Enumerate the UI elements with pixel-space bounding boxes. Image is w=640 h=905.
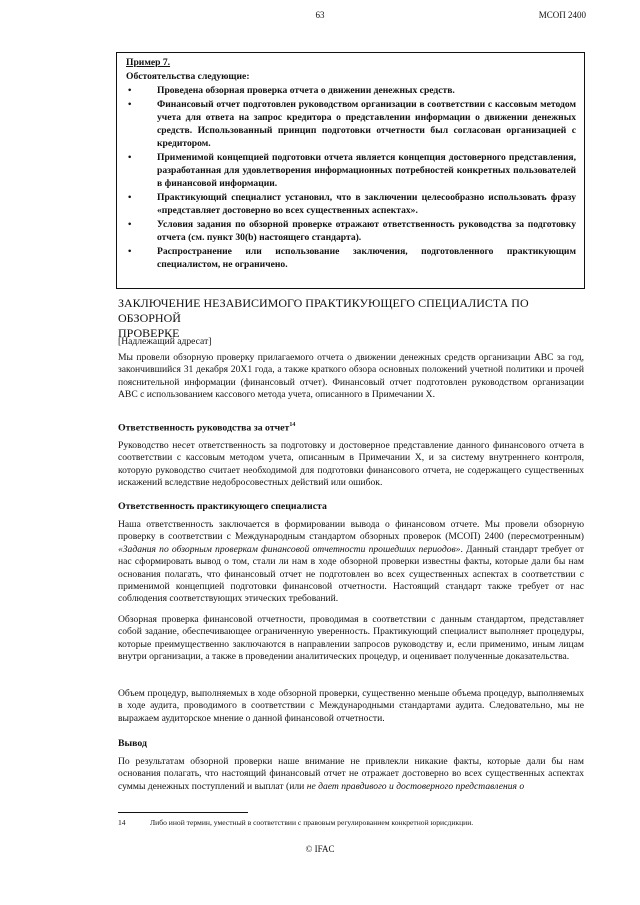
conclusion-para-start: По результатам обзорной проверки наше внимание не привлекли никакие факты, которые дали бы нам основания полагать, что настоящий финансовый отчет не отражает достоверно во всех существенных аспектах суммы денежных поступлений и выплат (или <box>118 756 584 792</box>
footnote <box>118 818 584 828</box>
example-bullet-item <box>126 151 576 190</box>
bullet-dot: • <box>128 219 132 230</box>
report-title <box>118 296 584 341</box>
practitioner-paragraph-2: Обзорная проверка финансовой отчетности, проводимая в соответствии с данным стандартом, представляет собой задание, обеспечивающее ограниченную уверенность. Практикующий специалист выполняет процедуры, которые преимущественно заключаются в направлении запросов руководству и, если применимо, иным лицам внутри организации, а также в проведении аналитических процедур, и оценивает полученные доказательства. <box>118 614 584 663</box>
addressee: [Надлежащий адресат] <box>118 336 212 347</box>
mgmt-paragraph: Руководство несет ответственность за подготовку и достоверное представление данного финансового отчета в соответствии с кассовым методом учета, описанным в Примечании X, и за систему внутреннего контроля, которую руководство считает необходимой для подготовки финансового отчета, не содержащего существенных искажений вследствие недобросовестных действий или ошибок. <box>118 440 584 489</box>
practitioner-paragraph-3: Объем процедур, выполняемых в ходе обзорной проверки, существенно меньше объема процедур, выполняемых в ходе аудита, проводимого в соответствии с Международными стандартами аудита. Следовательно, мы не выражаем аудиторское мнение о данной финансовой отчетности. <box>118 688 584 724</box>
example-bullet-item <box>126 191 576 217</box>
example-bullet-item <box>126 84 576 97</box>
footnote-mark: 14 <box>118 818 126 827</box>
bullet-text: Применимой концепцией подготовки отчета является концепция достоверного представления, разработанная для удовлетворения информационных потребностей конкретных пользователей в финансовой информации. <box>157 152 576 189</box>
mgmt-footnote-ref: 14 <box>289 422 296 428</box>
practitioner-para1-end: . Данный стандарт требует от нас сформировать вывод о том, стали ли нам в ходе обзорной проверки известны факты, которые дали бы нам основания полагать, что финансовый отчет не подготовлен во всех существенных аспектах в соответствии с применимой концепцией подготовки финансовой отчетности. Настоящий стандарт также требует от нас соблюдения соответствующих этических требований. <box>118 543 584 605</box>
example-box <box>116 52 585 289</box>
practitioner-para1-start: Наша ответственность заключается в формировании вывода о финансовом отчете. Мы провели обзорную проверку в соответствии с Международным стандартом обзорных проверок (МСОП) 2400 (пересмотренным) <box>118 519 584 543</box>
example-bullet-item <box>126 98 576 150</box>
practitioner-heading: Ответственность практикующего специалиста <box>118 501 327 512</box>
bullet-dot: • <box>128 99 132 110</box>
conclusion-para-italic: не дает правдивого и достоверного представления о <box>306 780 525 792</box>
footnote-text: Либо иной термин, уместный в соответствии с правовым регулированием конкретной юрисдикции. <box>150 818 474 827</box>
report-title-line2: ПРОВЕРКЕ <box>118 326 180 340</box>
footer-copyright: © IFAC <box>305 844 335 854</box>
footnote-divider <box>118 812 248 813</box>
bullet-text: Распространение или использование заключения, подготовленного практикующим специалистом, не ограничено. <box>157 246 576 270</box>
bullet-dot: • <box>128 246 132 257</box>
standard-title-italic: «Задания по обзорным проверкам финансовой отчетности прошедших периодов» <box>118 543 461 555</box>
report-title-line1: ЗАКЛЮЧЕНИЕ НЕЗАВИСИМОГО ПРАКТИКУЮЩЕГО СПЕЦИАЛИСТА ПО ОБЗОРНОЙ <box>118 296 529 325</box>
page-number: 63 <box>315 10 325 20</box>
intro-paragraph: Мы провели обзорную проверку прилагаемого отчета о движении денежных средств организации ABC за год, закончившийся 31 декабря 20X1 года, а также краткого обзора основных положений учетной политики и прочей пояснительной информации (финансовый отчет). Финансовый отчет подготовлен руководством организации ABC с использованием кассового метода учета, описанного в Примечании X. <box>118 352 584 401</box>
mgmt-heading <box>118 419 584 434</box>
bullet-dot: • <box>128 85 132 96</box>
mgmt-heading-text: Ответственность руководства за отчет <box>118 422 290 434</box>
bullet-text: Практикующий специалист установил, что в заключении целесообразно использовать фразу «представляет достоверно во всех существенных аспектах». <box>157 192 576 216</box>
standard-code: МСОП 2400 <box>538 10 586 20</box>
example-bullet-item <box>126 245 576 271</box>
example-subtitle: Обстоятельства следующие: <box>126 71 250 82</box>
example-bullet-item <box>126 218 576 244</box>
bullet-text: Условия задания по обзорной проверке отражают ответственность руководства за подготовку отчета (см. пункт 30(b) настоящего стандарта). <box>157 219 576 243</box>
practitioner-paragraph-1 <box>118 519 584 606</box>
example-bullet-list <box>126 84 576 271</box>
bullet-dot: • <box>128 152 132 163</box>
bullet-dot: • <box>128 192 132 203</box>
bullet-text: Финансовый отчет подготовлен руководством организации в соответствии с кассовым методом учета для ответа на запрос кредитора о представлении информации о движении денежных средств. Использованный принцип подготовки отчетности был согласован организацией с кредитором. <box>157 99 576 149</box>
example-title: Пример 7. <box>126 57 171 68</box>
bullet-text: Проведена обзорная проверка отчета о движении денежных средств. <box>157 85 455 96</box>
conclusion-heading: Вывод <box>118 738 147 749</box>
conclusion-paragraph <box>118 756 584 793</box>
